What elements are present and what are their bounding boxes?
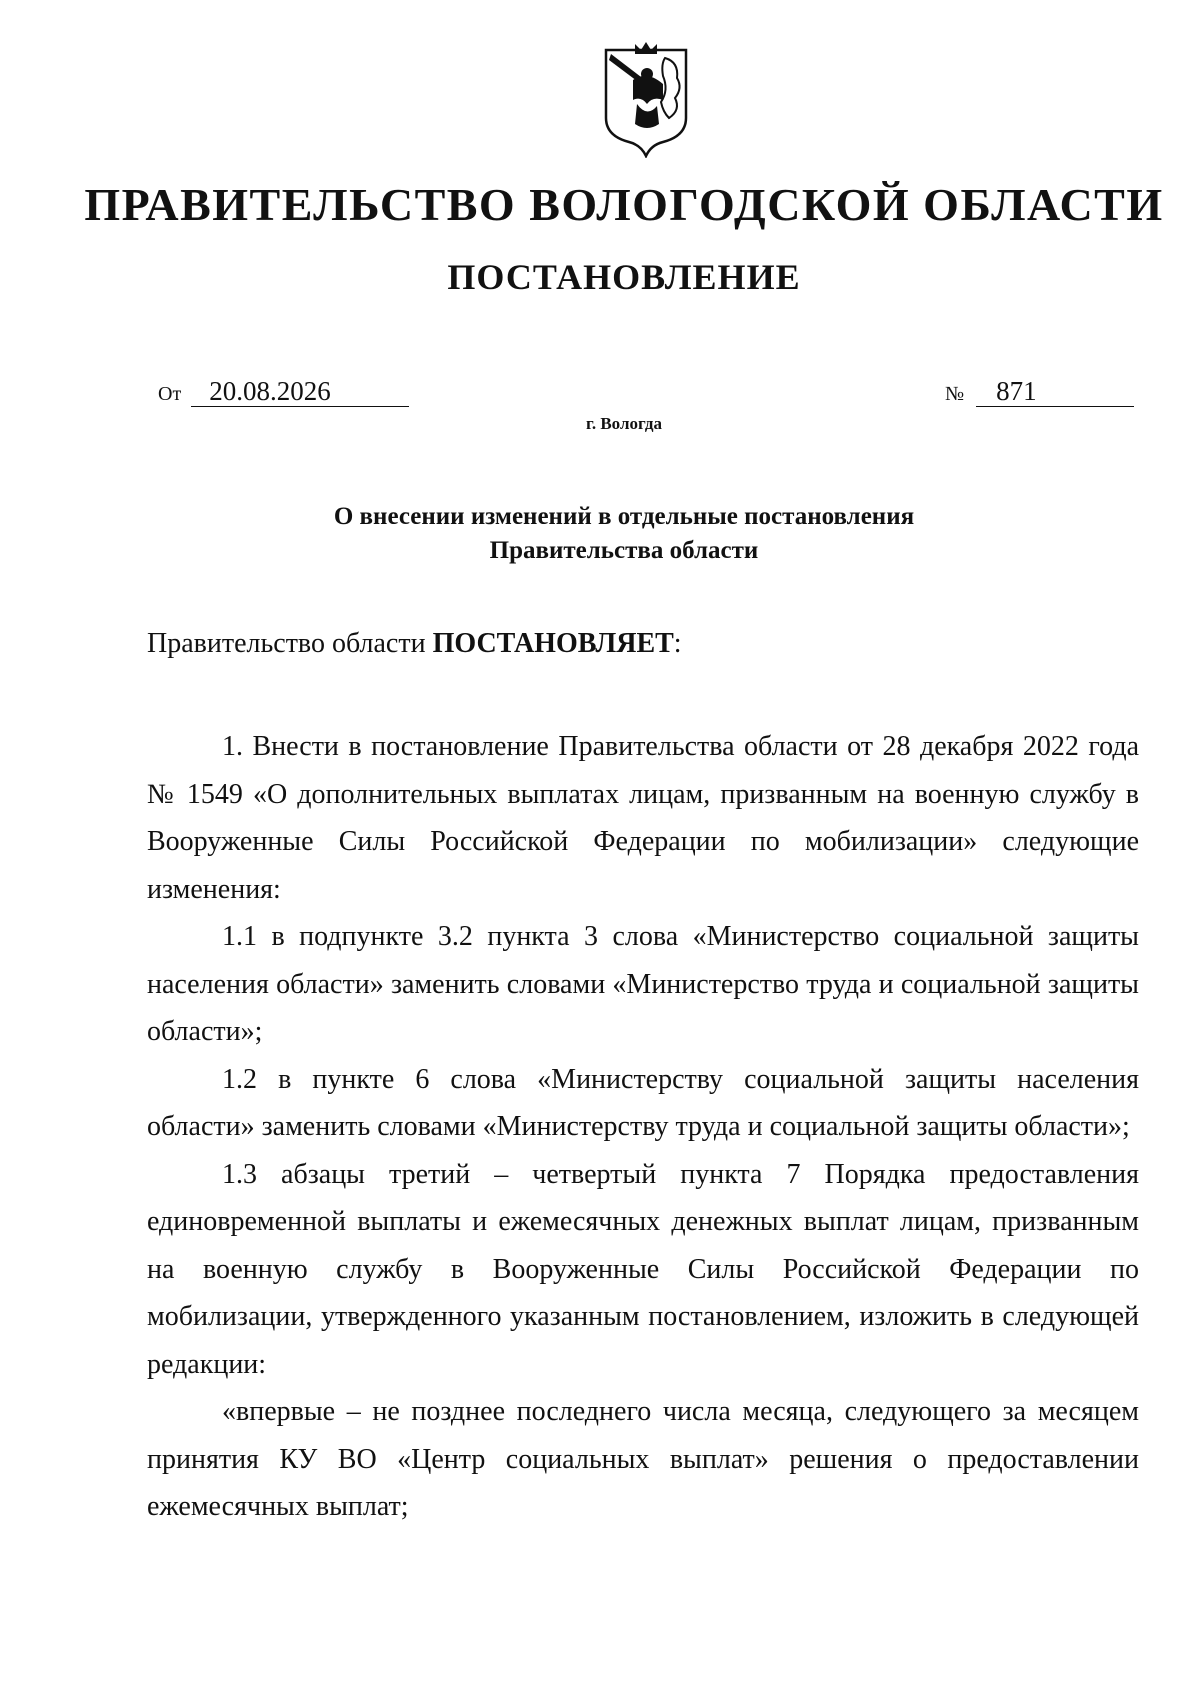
paragraph-1: 1. Внести в постановление Правительства области от 28 декабря 2022 года № 1549 «О дополнительных выплатах лицам, призванным на военную службу в Вооруженные Силы Российской Федерации по мобилизации» следующие изменения:: [147, 731, 1139, 905]
paragraph-quote: «впервые – не позднее последнего числа месяца, следующего за месяцем принятия КУ ВО «Центр социальных выплат» решения о предоставлении ежемесячных выплат;: [147, 1396, 1139, 1522]
paragraph-1-2: 1.2 в пункте 6 слова «Министерству социальной защиты населения области» заменить словами «Министерству труда и социальной защиты области»;: [147, 1063, 1139, 1142]
number-prefix: №: [945, 383, 965, 405]
resolution-trail: :: [673, 628, 682, 659]
resolution-keyword: ПОСТАНОВЛЯЕТ: [432, 628, 674, 659]
subject-line-2: Правительства области: [489, 537, 759, 564]
subject-line-1: О внесении изменений в отдельные постановления: [333, 503, 915, 530]
resolution-statement: [147, 628, 682, 660]
city: г. Вологда: [586, 414, 662, 433]
organization-title: ПРАВИТЕЛЬСТВО ВОЛОГОДСКОЙ ОБЛАСТИ: [84, 179, 1164, 230]
document-date: 20.08.2026: [191, 376, 409, 407]
document-number-row: [945, 376, 1134, 407]
paragraph-1-3: 1.3 абзацы третий – четвертый пункта 7 Порядка предоставления единовременной выплаты и ежемесячных денежных выплат лицам, призванным на военную службу в Вооруженные Силы Российской Федерации по мобилизации, утвержденного указанным постановлением, изложить в следующей редакции:: [147, 1158, 1139, 1380]
paragraph-1-1: 1.1 в подпункте 3.2 пункта 3 слова «Министерство социальной защиты населения области» заменить словами «Министерство труда и социальной защиты области»;: [147, 921, 1139, 1047]
date-prefix: От: [158, 383, 182, 405]
document-number: 871: [976, 376, 1134, 407]
document-type: ПОСТАНОВЛЕНИЕ: [447, 257, 801, 297]
document-date-row: [158, 376, 409, 407]
resolution-lead: Правительство области: [147, 628, 433, 659]
document-body: [147, 723, 1139, 1531]
document-subject: [0, 500, 1200, 568]
coat-of-arms-icon: [603, 40, 689, 158]
